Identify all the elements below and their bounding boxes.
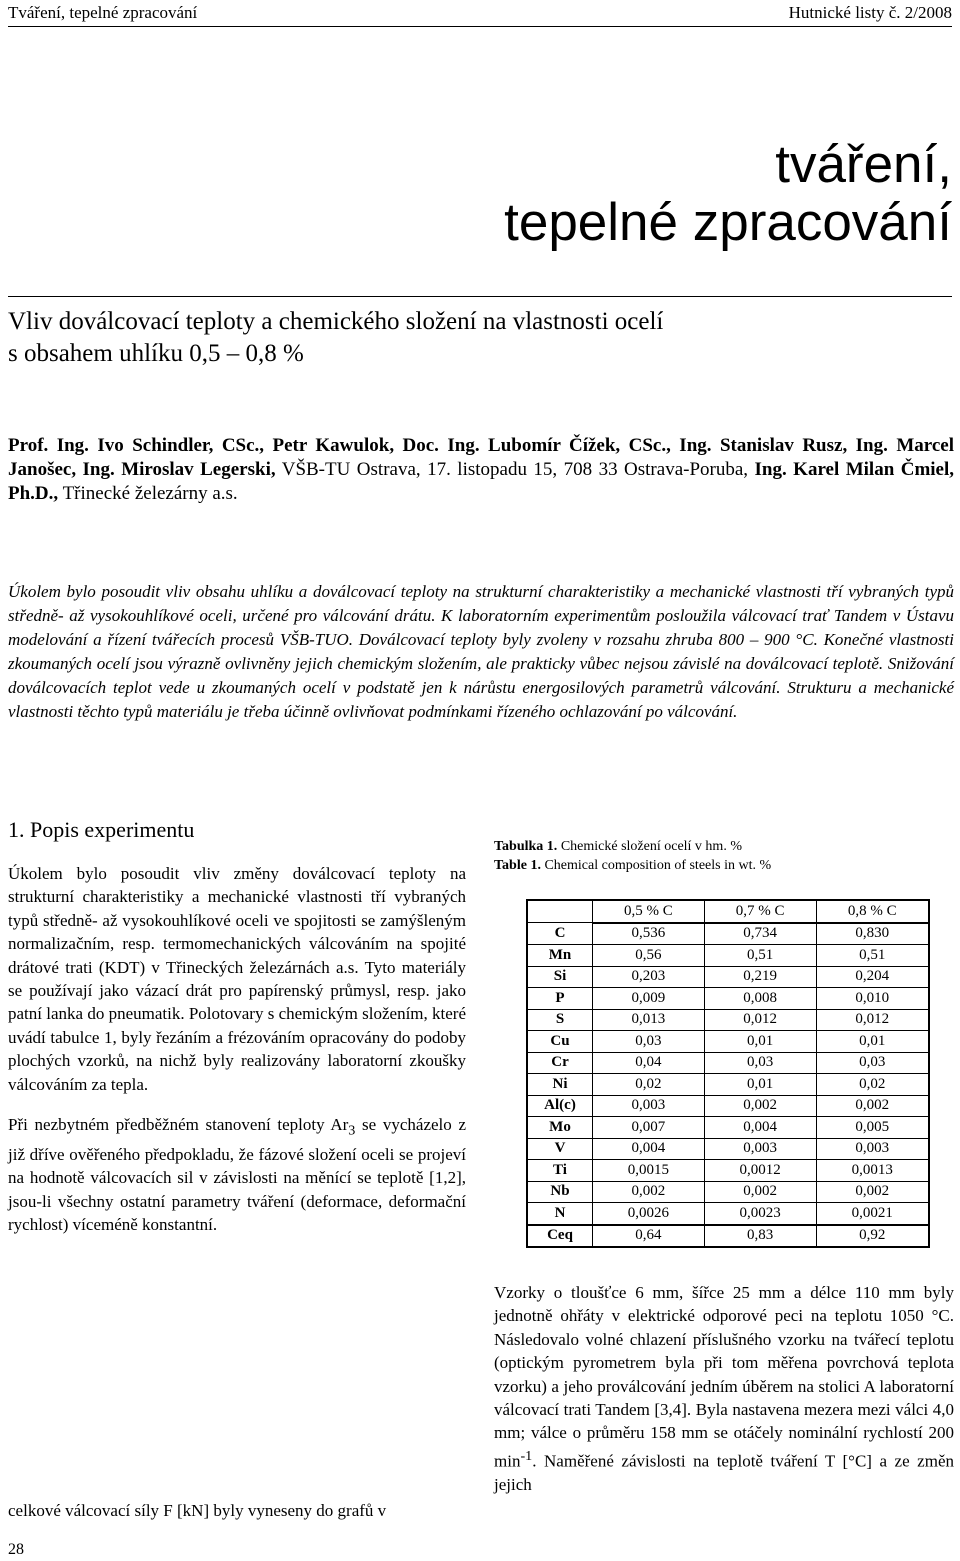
table-cell: 0,830 [816,923,929,945]
section-heading: 1. Popis experimentu [8,817,195,842]
table-cell: 0,51 [816,945,929,967]
authors-affiliation-2: Třinecké železárny a.s. [58,483,238,504]
article-title-line: Vliv doválcovací teploty a chemického složení na vlastnosti ocelí [8,308,664,335]
table-cell: 0,536 [593,923,705,945]
element-symbol: Ceq [527,1225,593,1248]
table-cell: 0,004 [704,1117,816,1139]
table-cell: 0,03 [816,1052,929,1074]
table-cell: 0,03 [704,1052,816,1074]
caption-label: Tabulka 1. [494,839,558,854]
table-cell: 0,02 [816,1074,929,1096]
table-cell: 0,002 [704,1181,816,1203]
table-row [527,1074,929,1096]
table-cell: 0,83 [704,1225,816,1248]
table-row [527,1117,929,1139]
table-cell: 0,204 [816,966,929,988]
table-body [527,923,929,1248]
paragraph-text: se vycházelo z již dříve ověřeného předpokladu, že fázové složení oceli se projeví na hodnotě válcovacích sil v závislosti na měnící se teplotě [1,2], jsou-li všechny ostatní parametry tváření (deformace, deformační rychlost) víceméně konstantní. [8,1115,466,1235]
element-symbol: C [527,923,593,945]
element-symbol: S [527,1009,593,1031]
table-cell: 0,01 [704,1031,816,1053]
table-cell: 0,734 [704,923,816,945]
table-cell: 0,003 [704,1138,816,1160]
article-title-line: s obsahem uhlíku 0,5 – 0,8 % [8,340,304,367]
table-cell: 0,51 [704,945,816,967]
table-cell: 0,0012 [704,1160,816,1182]
right-column-paragraph [494,1281,954,1496]
table-cell: 0,0013 [816,1160,929,1182]
superscript: -1 [520,1447,533,1464]
table-cell: 0,013 [593,1009,705,1031]
subscript: 3 [348,1122,356,1139]
section-title-line: tepelné zpracování [504,193,952,252]
table-row [527,945,929,967]
table-cell: 0,04 [593,1052,705,1074]
paragraph: Úkolem bylo posoudit vliv změny doválcovací teploty na strukturní charakteristiky a mechanické vlastnosti tří vybraných typů středně- až vysokouhlíkové oceli ve spojitosti se zamýšleným normalizačním, resp. termomechanických válcováním na spojité drátové trati (KDT) v Třineckých železárnách a.s. Tyto materiály se používají jako vázací drát pro papírenský průmysl, resp. jako patní lanka do pneumatik. Polotovary s chemickým složením, které uvádí tabulce 1, byly řezáním a frézováním opracovány do podoby plochých vzorků, na nichž byly realizovány laboratorní zkoušky válcováním za tepla. [8,864,466,1094]
table-cell: 0,002 [704,1095,816,1117]
column-header: 0,7 % C [704,900,816,923]
table-header-row [527,900,929,923]
element-symbol: Cu [527,1031,593,1053]
left-column [8,862,466,1520]
table-cell: 0,002 [593,1181,705,1203]
paragraph-text: Při nezbytném předběžném stanovení teploty Ar [8,1115,349,1135]
table-cell: 0,009 [593,988,705,1010]
table-row [527,1052,929,1074]
table-cell: 0,64 [593,1225,705,1248]
page-number: 28 [8,1541,24,1558]
title-divider [8,296,952,297]
paragraph-continued: celkové válcovací síly F [kN] byly vyneseny do grafů v [8,1501,387,1520]
table-cell: 0,01 [704,1074,816,1096]
authors-names-2: Ing. Karel Milan Čmiel, Ph.D., [8,459,955,504]
table-cell: 0,003 [816,1138,929,1160]
table-row [527,988,929,1010]
table-cell: 0,0026 [593,1203,705,1225]
paragraph-text: Vzorky o tloušťce 6 mm, šířce 25 mm a délce 110 mm byly jednotně ohřáty v elektrické odporové peci na teplotu 1050 °C. Následovalo volné chlazení příslušného vzorku na tvářecí teplotu (optickým pyrometrem byla při tom měřena povrchová teplota vzorku) a jeho proválcování jedním úběrem na stolici A laboratorní válcovací trati Tandem [3,4]. Byla nastavena mezera mezi válci 4,0 mm; válce o průměru 158 mm se otáčely nominální rychlostí 200 min [494,1283,954,1471]
table-corner-cell [527,900,593,923]
authors-affiliation: VŠB-TU Ostrava, 17. listopadu 15, 708 33 Ostrava-Poruba, [275,459,749,480]
table-cell: 0,008 [704,988,816,1010]
table-caption [494,837,771,875]
table-cell: 0,010 [816,988,929,1010]
abstract: Úkolem bylo posoudit vliv obsahu uhlíku a doválcovací teploty na strukturní charakteristiky a mechanické vlastnosti tří vybraných typů středně- až vysokouhlíkové oceli, určené pro válcování drátu. K laboratorním experimentům posloužila válcovací trať Tandem v Ústavu modelování a řízení tvářecích procesů VŠB-TUO. Doválcovací teploty byly zvoleny v rozsahu zhruba 800 – 900 °C. Konečné vlastnosti zkoumaných ocelí jsou výrazně ovlivněny jejich chemickým složením, ale prakticky vůbec nejsou závislé na doválcovací teplotě. Snižování doválcovacích teplot vede u zkoumaných ocelí v podstatě jen k nárůstu energosilových parametrů válcování. Strukturu a mechanické vlastnosti těchto typů materiálu je třeba účinně ovlivňovat podmínkami řízeného ochlazování po válcování. [8,582,954,721]
table-cell: 0,56 [593,945,705,967]
table-cell: 0,219 [704,966,816,988]
table-cell: 0,02 [593,1074,705,1096]
authors-names: Prof. Ing. Ivo Schindler, CSc., Petr Kawulok, Doc. Ing. Lubomír Čížek, CSc., Ing. Stanislav Rusz, Ing. Marcel Janošec, Ing. Miroslav Legerski, [8,435,954,480]
composition-table [526,899,930,1248]
element-symbol: Ti [527,1160,593,1182]
table-row [527,923,929,945]
table-cell: 0,002 [816,1095,929,1117]
element-symbol: Cr [527,1052,593,1074]
header-journal-issue: Hutnické listy č. 2/2008 [788,3,952,22]
table-cell: 0,004 [593,1138,705,1160]
running-header [8,2,952,27]
section-title-line: tváření, [775,135,952,194]
table-cell: 0,0021 [816,1203,929,1225]
table-cell: 0,03 [593,1031,705,1053]
table-row-ceq [527,1225,929,1248]
table-cell: 0,007 [593,1117,705,1139]
paragraph [8,1113,466,1236]
table-cell: 0,0023 [704,1203,816,1225]
caption-text: Chemical composition of steels in wt. % [544,858,772,873]
author-list [8,434,954,506]
element-symbol: Al(c) [527,1095,593,1117]
caption-label: Table 1. [494,858,541,873]
table-cell: 0,003 [593,1095,705,1117]
table-row [527,1031,929,1053]
table-row [527,1160,929,1182]
column-header: 0,8 % C [816,900,929,923]
table-row [527,1203,929,1225]
element-symbol: Mo [527,1117,593,1139]
header-section-name: Tváření, tepelné zpracování [8,3,198,22]
table-cell: 0,203 [593,966,705,988]
element-symbol: P [527,988,593,1010]
section-title [504,136,952,252]
table-cell: 0,002 [816,1181,929,1203]
element-symbol: Si [527,966,593,988]
column-header: 0,5 % C [593,900,705,923]
table-cell: 0,92 [816,1225,929,1248]
element-symbol: Nb [527,1181,593,1203]
table-row [527,966,929,988]
table-row [527,1009,929,1031]
table-cell: 0,0015 [593,1160,705,1182]
table-cell: 0,01 [816,1031,929,1053]
table-cell: 0,012 [816,1009,929,1031]
element-symbol: Ni [527,1074,593,1096]
paragraph-text: . Naměřené závislosti na teplotě tváření T [°C] a ze změn jejich [494,1451,954,1494]
element-symbol: N [527,1203,593,1225]
table-row [527,1095,929,1117]
table-row [527,1181,929,1203]
element-symbol: Mn [527,945,593,967]
article-title [8,306,788,370]
table-row [527,1138,929,1160]
element-symbol: V [527,1138,593,1160]
caption-text: Chemické složení ocelí v hm. % [560,839,742,854]
table-cell: 0,012 [704,1009,816,1031]
table-cell: 0,005 [816,1117,929,1139]
